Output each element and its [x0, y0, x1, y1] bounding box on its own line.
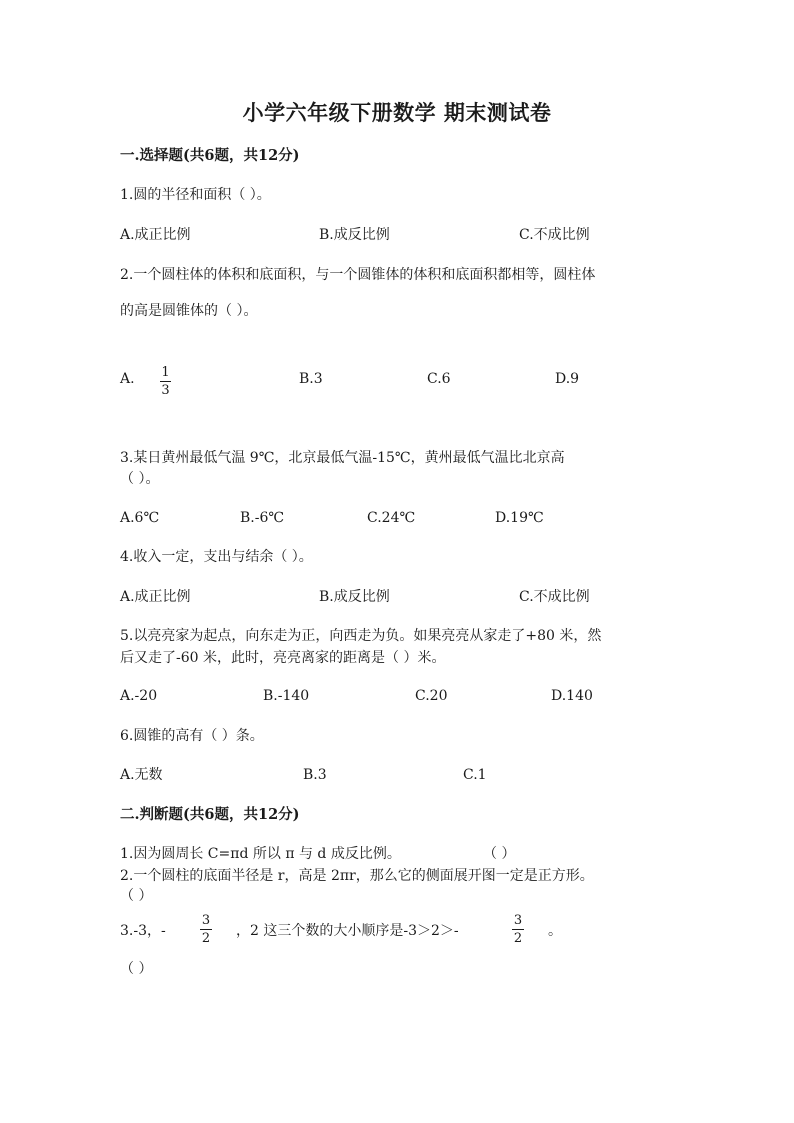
fraction-numerator: 3: [201, 913, 211, 928]
question-5-line1: 5.以亮亮家为起点，向东走为正，向西走为负。如果亮亮从家走了+80 米，然: [120, 628, 602, 644]
fraction-bar: [512, 929, 524, 930]
page-title: 小学六年级下册数学 期末测试卷: [242, 100, 552, 125]
judge-question-2-line1: 2.一个圆柱的底面半径是 r，高是 2πr，那么它的侧面展开图一定是正方形。: [120, 868, 594, 884]
q2-option-b: B.3: [299, 371, 323, 387]
judge-q3-fraction-1: [200, 914, 212, 945]
q2-option-a-label: A.: [120, 371, 135, 387]
section-heading-judgement: 二.判断题(共6题，共12分): [120, 806, 300, 823]
q2-option-c: C.6: [427, 371, 451, 387]
question-2-line1: 2.一个圆柱体的体积和底面积，与一个圆锥体的体积和底面积都相等，圆柱体: [120, 267, 596, 283]
q3-option-d: D.19℃: [495, 510, 544, 526]
question-5-line2: 后又走了-60 米，此时，亮亮离家的距离是（ ）米。: [120, 650, 446, 666]
judge-question-1: 1.因为圆周长 C=πd 所以 π 与 d 成反比例。: [120, 846, 401, 862]
judge-question-3-part2: ，2 这三个数的大小顺序是-3＞2＞-: [236, 923, 459, 939]
q5-option-a: A.-20: [120, 688, 158, 704]
fraction-denominator: 3: [161, 383, 170, 398]
fraction-numerator: 1: [161, 365, 170, 380]
question-4: 4.收入一定，支出与结余（ ）。: [120, 549, 313, 565]
judge-question-1-blank: （ ）: [483, 846, 516, 862]
q4-option-b: B.成反比例: [319, 589, 390, 605]
q4-option-c: C.不成比例: [519, 589, 590, 605]
q4-option-a: A.成正比例: [120, 589, 191, 605]
judge-q3-fraction-2: [512, 914, 524, 945]
q2-option-d: D.9: [555, 371, 580, 387]
question-3-line2: （ ）。: [120, 471, 160, 487]
q1-option-c: C.不成比例: [519, 227, 590, 243]
q2-option-a-fraction: [160, 366, 171, 397]
q6-option-b: B.3: [303, 767, 327, 783]
fraction-denominator: 2: [201, 931, 211, 946]
q6-option-a: A.无数: [120, 767, 163, 783]
question-6: 6.圆锥的高有（ ）条。: [120, 728, 264, 744]
judge-question-3-part3: 。: [548, 923, 562, 939]
judge-question-2-line2: （ ）: [120, 888, 153, 904]
q3-option-b: B.-6℃: [240, 510, 285, 526]
fraction-numerator: 3: [513, 913, 523, 928]
judge-question-3-part1: 3.-3，-: [120, 923, 166, 939]
q1-option-b: B.成反比例: [319, 227, 390, 243]
question-2-line2: 的高是圆锥体的（ ）。: [120, 303, 258, 319]
q6-option-c: C.1: [463, 767, 487, 783]
question-3-line1: 3.某日黄州最低气温 9℃，北京最低气温-15℃，黄州最低气温比北京高: [120, 450, 565, 466]
section-heading-choice: 一.选择题(共6题，共12分): [120, 147, 300, 164]
q3-option-a: A.6℃: [120, 510, 160, 526]
fraction-denominator: 2: [513, 931, 523, 946]
q5-option-b: B.-140: [263, 688, 310, 704]
q3-option-c: C.24℃: [367, 510, 416, 526]
fraction-bar: [160, 381, 171, 382]
fraction-bar: [200, 929, 212, 930]
q5-option-c: C.20: [415, 688, 448, 704]
judge-question-3-blank: （ ）: [120, 961, 153, 977]
q5-option-d: D.140: [551, 688, 593, 704]
question-1: 1.圆的半径和面积（ ）。: [120, 187, 271, 203]
q1-option-a: A.成正比例: [120, 227, 191, 243]
